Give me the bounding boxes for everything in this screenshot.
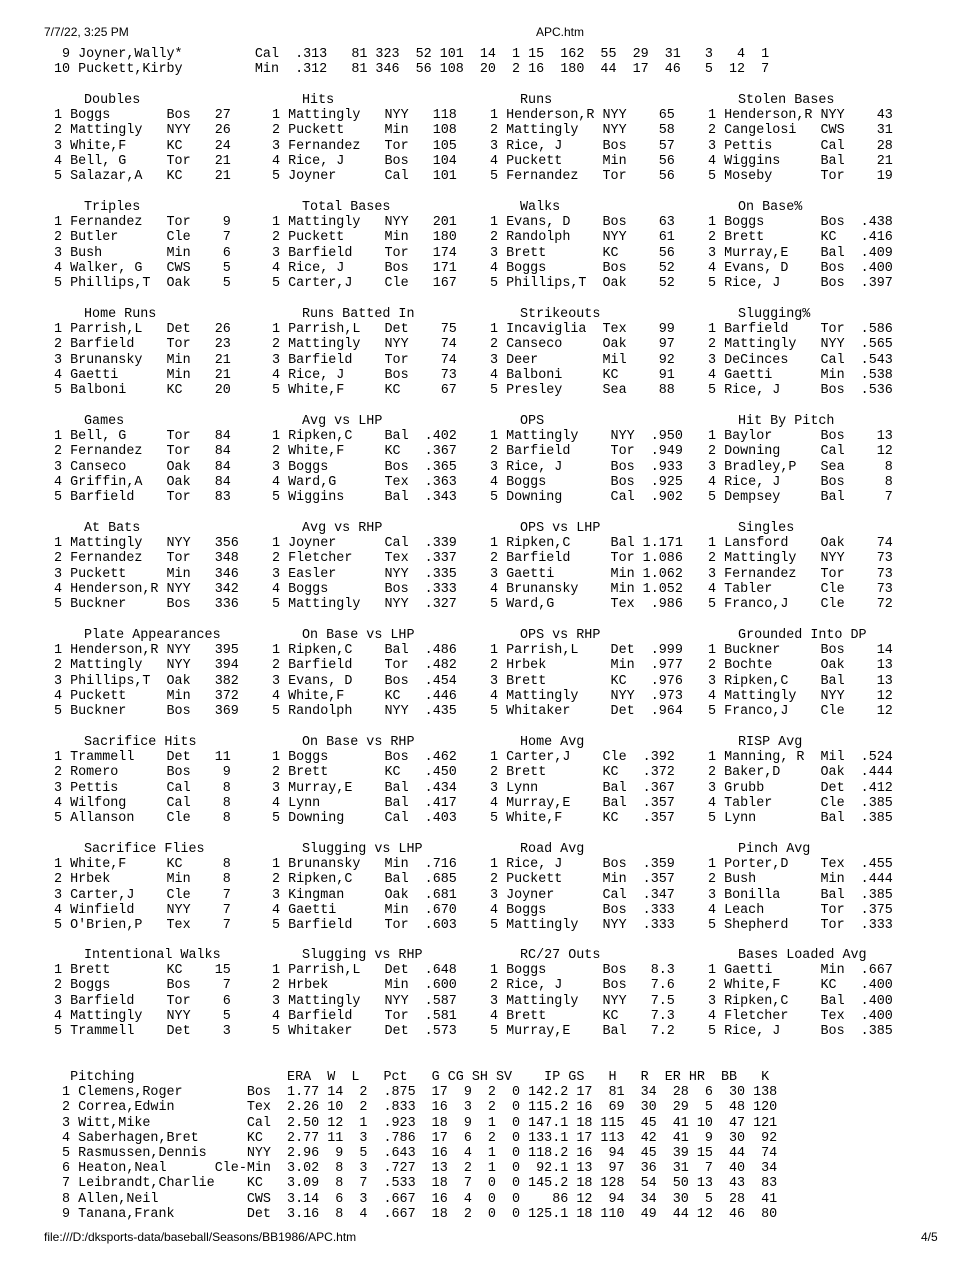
list-item: 1 Gaetti Min .667 — [708, 963, 893, 979]
category-title: OPS vs RHP — [520, 628, 601, 643]
leader-category — [708, 307, 908, 398]
batting-leaders-continued — [54, 47, 769, 77]
list-item: 1 Mattingly NYY 356 — [54, 536, 239, 552]
list-item: 1 Henderson,R NYY 65 — [490, 108, 675, 124]
list-item: 4 Rice, J Bos 171 — [272, 260, 457, 276]
list-item: 2 Barfield Tor 1.086 — [490, 551, 683, 567]
leader-category — [54, 628, 272, 719]
list-item: 3 Rice, J Bos 57 — [490, 138, 675, 154]
list-item: 4 Ward,G Tex .363 — [272, 474, 457, 490]
list-item: 3 Ripken,C Bal 13 — [708, 673, 893, 689]
leader-category — [272, 842, 490, 933]
list-item: 2 White,F KC .400 — [708, 978, 893, 994]
table-row: 3 Witt,Mike Cal 2.50 12 1 .923 18 9 1 0 147.1 18 115 45 41 10 47 121 — [54, 1115, 778, 1131]
leader-category — [490, 414, 708, 505]
leaders-band — [54, 842, 894, 933]
leaders-band — [54, 93, 894, 184]
table-row: 5 Rasmussen,Dennis NYY 2.96 9 5 .643 16 4 1 0 118.2 16 94 45 39 15 44 74 — [54, 1146, 778, 1162]
list-item: 2 Bush Min .444 — [708, 872, 893, 888]
list-item: 1 Bell, G Tor 84 — [54, 429, 231, 445]
leader-category — [708, 735, 908, 826]
list-item: 1 Parrish,L Det 75 — [272, 322, 457, 338]
category-title: Plate Appearances — [84, 628, 221, 643]
list-item: 1 Buckner Bos 14 — [708, 643, 893, 659]
list-item: 5 Carter,J Cle 167 — [272, 276, 457, 292]
list-item: 1 Carter,J Cle .392 — [490, 750, 675, 766]
table-row: 10 Puckett,Kirby Min .312 81 346 56 108 20 2 16 180 44 17 46 5 12 7 — [54, 62, 770, 78]
list-item: 1 Parrish,L Det 26 — [54, 322, 231, 338]
list-item: 3 Fernandez Tor 105 — [272, 138, 457, 154]
list-item: 5 Whitaker Det .964 — [490, 704, 683, 720]
list-item: 3 Puckett Min 346 — [54, 566, 239, 582]
leader-category — [708, 414, 908, 505]
category-title: Home Runs — [84, 307, 157, 322]
list-item: 5 Presley Sea 88 — [490, 383, 675, 399]
list-item: 2 Bochte Oak 13 — [708, 658, 893, 674]
list-item: 1 Boggs Bos 8.3 — [490, 963, 675, 979]
list-item: 2 Romero Bos 9 — [54, 765, 231, 781]
list-item: 4 Mattingly NYY 5 — [54, 1008, 231, 1024]
list-item: 5 Whitaker Det .573 — [272, 1024, 457, 1040]
list-item: 4 Evans, D Bos .400 — [708, 260, 893, 276]
list-item: 2 Barfield Tor 23 — [54, 337, 231, 353]
list-item: 2 Mattingly NYY 58 — [490, 123, 675, 139]
list-item: 1 Henderson,R NYY 395 — [54, 643, 239, 659]
list-item: 1 Boggs Bos 27 — [54, 108, 231, 124]
list-item: 3 Mattingly NYY 7.5 — [490, 993, 675, 1009]
list-item: 5 Barfield Tor .603 — [272, 918, 457, 934]
list-item: 4 Rice, J Bos 73 — [272, 367, 457, 383]
list-item: 4 Boggs Bos .333 — [272, 581, 457, 597]
list-item: 4 White,F KC .446 — [272, 688, 457, 704]
list-item: 5 Rice, J Bos .536 — [708, 383, 893, 399]
list-item: 5 Ward,G Tex .986 — [490, 597, 683, 613]
list-item: 3 Brett KC 56 — [490, 245, 675, 261]
list-item: 1 Evans, D Bos 63 — [490, 215, 675, 231]
list-item: 1 Mattingly NYY .950 — [490, 429, 683, 445]
list-item: 3 Pettis Cal 8 — [54, 780, 231, 796]
list-item: 3 Pettis Cal 28 — [708, 138, 893, 154]
category-title: RISP Avg — [738, 735, 803, 750]
list-item: 4 Winfield NYY 7 — [54, 902, 231, 918]
category-title: Runs — [520, 93, 553, 108]
category-title: Triples — [84, 200, 141, 215]
leader-category — [54, 521, 272, 612]
list-item: 4 Rice, J Bos 104 — [272, 153, 457, 169]
file-path: file:///D:/dksports-data/baseball/Seasons/BB1986/APC.htm — [44, 1230, 357, 1244]
list-item: 3 Kingman Oak .681 — [272, 887, 457, 903]
leader-category — [272, 628, 490, 719]
list-item: 4 Gaetti Min .670 — [272, 902, 457, 918]
list-item: 2 Brett KC .372 — [490, 765, 675, 781]
list-item: 1 Baylor Bos 13 — [708, 429, 893, 445]
list-item: 4 Walker, G CWS 5 — [54, 260, 231, 276]
category-title: Strikeouts — [520, 307, 601, 322]
category-title: Hits — [302, 93, 335, 108]
list-item: 5 Mattingly NYY .327 — [272, 597, 457, 613]
list-item: 5 Balboni KC 20 — [54, 383, 231, 399]
list-item: 5 Franco,J Cle 12 — [708, 704, 893, 720]
page-title: APC.htm — [536, 25, 585, 39]
category-title: Avg vs LHP — [302, 414, 383, 429]
category-title: Sacrifice Flies — [84, 842, 205, 857]
list-item: 3 Joyner Cal .347 — [490, 887, 675, 903]
leader-category — [272, 521, 490, 612]
list-item: 5 Fernandez Tor 56 — [490, 169, 675, 185]
list-item: 1 Boggs Bos .462 — [272, 750, 457, 766]
list-item: 3 Lynn Bal .367 — [490, 780, 675, 796]
leader-category — [272, 735, 490, 826]
category-title: OPS — [520, 414, 545, 429]
list-item: 3 Mattingly NYY .587 — [272, 993, 457, 1009]
category-title: At Bats — [84, 521, 141, 536]
list-item: 5 Allanson Cle 8 — [54, 811, 231, 827]
page-number: 4/5 — [921, 1230, 938, 1244]
list-item: 4 Puckett Min 56 — [490, 153, 675, 169]
list-item: 1 Mattingly NYY 118 — [272, 108, 457, 124]
leaders-band — [54, 628, 894, 719]
list-item: 5 Downing Cal .403 — [272, 811, 457, 827]
leader-category — [708, 521, 908, 612]
table-row: 8 Allen,Neil CWS 3.14 6 3 .667 16 4 0 0 86 12 94 34 30 5 28 41 — [54, 1191, 778, 1207]
category-title: Stolen Bases — [738, 93, 835, 108]
list-item: 2 Randolph NYY 61 — [490, 230, 675, 246]
list-item: 2 Fernandez Tor 84 — [54, 444, 231, 460]
table-row: 2 Correa,Edwin Tex 2.26 10 2 .833 16 3 2 0 115.2 16 69 30 29 5 48 120 — [54, 1100, 778, 1116]
leader-category — [490, 948, 708, 1039]
list-item: 4 Gaetti Min 21 — [54, 367, 231, 383]
list-item: 3 Grubb Det .412 — [708, 780, 893, 796]
leader-category — [708, 628, 908, 719]
leader-category — [490, 200, 708, 291]
list-item: 4 Griffin,A Oak 84 — [54, 474, 231, 490]
list-item: 2 Hrbek Min .977 — [490, 658, 683, 674]
list-item: 5 Downing Cal .902 — [490, 490, 683, 506]
list-item: 5 Franco,J Cle 72 — [708, 597, 893, 613]
list-item: 1 Porter,D Tex .455 — [708, 857, 893, 873]
list-item: 1 Brett KC 15 — [54, 963, 231, 979]
list-item: 3 White,F KC 24 — [54, 138, 231, 154]
list-item: 3 Rice, J Bos .933 — [490, 459, 683, 475]
list-item: 2 Fletcher Tex .337 — [272, 551, 457, 567]
leaders-band — [54, 200, 894, 291]
list-item: 5 Buckner Bos 369 — [54, 704, 239, 720]
list-item: 3 Murray,E Bal .434 — [272, 780, 457, 796]
list-item: 5 Mattingly NYY .333 — [490, 918, 675, 934]
list-item: 4 Boggs Bos 52 — [490, 260, 675, 276]
list-item: 1 Ripken,C Bal .402 — [272, 429, 457, 445]
list-item: 5 Phillips,T Oak 5 — [54, 276, 231, 292]
leader-category — [490, 307, 708, 398]
list-item: 4 Brett KC 7.3 — [490, 1008, 675, 1024]
leader-category — [54, 414, 272, 505]
list-item: 4 Lynn Bal .417 — [272, 795, 457, 811]
category-title: Bases Loaded Avg — [738, 948, 867, 963]
list-item: 2 Brett KC .416 — [708, 230, 893, 246]
list-item: 4 Leach Tor .375 — [708, 902, 893, 918]
list-item: 5 Wiggins Bal .343 — [272, 490, 457, 506]
list-item: 5 Joyner Cal 101 — [272, 169, 457, 185]
list-item: 5 Salazar,A KC 21 — [54, 169, 231, 185]
list-item: 2 Hrbek Min 8 — [54, 872, 231, 888]
list-item: 5 Rice, J Bos .385 — [708, 1024, 893, 1040]
list-item: 2 Ripken,C Bal .685 — [272, 872, 457, 888]
category-title: Runs Batted In — [302, 307, 415, 322]
list-item: 5 Dempsey Bal 7 — [708, 490, 893, 506]
category-title: Doubles — [84, 93, 141, 108]
list-item: 5 Trammell Det 3 — [54, 1024, 231, 1040]
category-title: Grounded Into DP — [738, 628, 867, 643]
list-item: 5 White,F KC .357 — [490, 811, 675, 827]
list-item: 4 Boggs Bos .333 — [490, 902, 675, 918]
list-item: 2 Mattingly NYY 73 — [708, 551, 893, 567]
list-item: 3 Evans, D Bos .454 — [272, 673, 457, 689]
list-item: 2 Barfield Tor .949 — [490, 444, 683, 460]
list-item: 2 Butler Cle 7 — [54, 230, 231, 246]
list-item: 2 Baker,D Oak .444 — [708, 765, 893, 781]
pitching-table — [54, 1070, 777, 1222]
list-item: 5 Randolph NYY .435 — [272, 704, 457, 720]
category-title: On Base% — [738, 200, 803, 215]
list-item: 1 Incaviglia Tex 99 — [490, 322, 675, 338]
leader-category — [490, 842, 708, 933]
category-title: Singles — [738, 521, 795, 536]
category-title: On Base vs LHP — [302, 628, 415, 643]
list-item: 4 Puckett Min 372 — [54, 688, 239, 704]
list-item: 2 Puckett Min .357 — [490, 872, 675, 888]
category-title: Road Avg — [520, 842, 585, 857]
category-title: Slugging vs LHP — [302, 842, 423, 857]
list-item: 3 Ripken,C Bal .400 — [708, 993, 893, 1009]
leader-category — [708, 200, 908, 291]
list-item: 3 Carter,J Cle 7 — [54, 887, 231, 903]
list-item: 1 Ripken,C Bal .486 — [272, 643, 457, 659]
list-item: 4 Gaetti Min .538 — [708, 367, 893, 383]
list-item: 5 Lynn Bal .385 — [708, 811, 893, 827]
list-item: 4 Tabler Cle 73 — [708, 581, 893, 597]
category-title: RC/27 Outs — [520, 948, 601, 963]
list-item: 2 Hrbek Min .600 — [272, 978, 457, 994]
table-row: 9 Joyner,Wally* Cal .313 81 323 52 101 14 1 15 162 55 29 31 3 4 1 — [54, 47, 770, 62]
list-item: 2 Canseco Oak 97 — [490, 337, 675, 353]
list-item: 4 Mattingly NYY 12 — [708, 688, 893, 704]
list-item: 3 Bradley,P Sea 8 — [708, 459, 893, 475]
table-row: 1 Clemens,Roger Bos 1.77 14 2 .875 17 9 2 0 142.2 17 81 34 28 6 30 138 — [54, 1085, 778, 1101]
list-item: 1 Ripken,C Bal 1.171 — [490, 536, 683, 552]
table-row: 7 Leibrandt,Charlie KC 3.09 8 7 .533 18 7 0 0 145.2 18 128 54 50 13 43 83 — [54, 1176, 778, 1192]
category-title: Hit By Pitch — [738, 414, 835, 429]
category-title: Slugging% — [738, 307, 811, 322]
list-item: 5 White,F KC 67 — [272, 383, 457, 399]
pitching-header: Pitching ERA W L Pct G CG SH SV IP GS H R ER HR BB K — [54, 1070, 770, 1085]
list-item: 2 Puckett Min 180 — [272, 230, 457, 246]
list-item: 2 Mattingly NYY .565 — [708, 337, 893, 353]
category-title: Total Bases — [302, 200, 391, 215]
list-item: 3 DeCinces Cal .543 — [708, 352, 893, 368]
table-row: 6 Heaton,Neal Cle-Min 3.02 8 3 .727 13 2 1 0 92.1 13 97 36 31 7 40 34 — [54, 1161, 778, 1177]
list-item: 3 Easler NYY .335 — [272, 566, 457, 582]
list-item: 1 Lansford Oak 74 — [708, 536, 893, 552]
leader-category — [708, 842, 908, 933]
list-item: 4 Murray,E Bal .357 — [490, 795, 675, 811]
list-item: 4 Rice, J Bos 8 — [708, 474, 893, 490]
list-item: 1 Boggs Bos .438 — [708, 215, 893, 231]
list-item: 4 Brunansky Min 1.052 — [490, 581, 683, 597]
list-item: 3 Bush Min 6 — [54, 245, 231, 261]
list-item: 5 Barfield Tor 83 — [54, 490, 231, 506]
list-item: 3 Barfield Tor 74 — [272, 352, 457, 368]
list-item: 3 Canseco Oak 84 — [54, 459, 231, 475]
list-item: 1 White,F KC 8 — [54, 857, 231, 873]
category-title: OPS vs LHP — [520, 521, 601, 536]
category-title: Slugging vs RHP — [302, 948, 423, 963]
leaders-band — [54, 307, 894, 398]
leader-category — [490, 521, 708, 612]
leader-category — [54, 735, 272, 826]
list-item: 4 Wilfong Cal 8 — [54, 795, 231, 811]
list-item: 5 Phillips,T Oak 52 — [490, 276, 675, 292]
list-item: 1 Barfield Tor .586 — [708, 322, 893, 338]
leaders-band — [54, 948, 894, 1039]
list-item: 1 Henderson,R NYY 43 — [708, 108, 893, 124]
leader-category — [708, 93, 908, 184]
list-item: 4 Balboni KC 91 — [490, 367, 675, 383]
list-item: 1 Parrish,L Det .999 — [490, 643, 683, 659]
list-item: 5 Murray,E Bal 7.2 — [490, 1024, 675, 1040]
list-item: 4 Wiggins Bal 21 — [708, 153, 893, 169]
leader-category — [272, 307, 490, 398]
list-item: 2 Rice, J Bos 7.6 — [490, 978, 675, 994]
leader-category — [272, 414, 490, 505]
category-title: Pinch Avg — [738, 842, 811, 857]
leader-category — [272, 93, 490, 184]
list-item: 1 Fernandez Tor 9 — [54, 215, 231, 231]
category-title: On Base vs RHP — [302, 735, 415, 750]
list-item: 4 Bell, G Tor 21 — [54, 153, 231, 169]
list-item: 1 Joyner Cal .339 — [272, 536, 457, 552]
list-item: 2 Downing Cal 12 — [708, 444, 893, 460]
leaders-band — [54, 521, 894, 612]
list-item: 4 Henderson,R NYY 342 — [54, 581, 239, 597]
list-item: 1 Parrish,L Det .648 — [272, 963, 457, 979]
list-item: 2 Mattingly NYY 74 — [272, 337, 457, 353]
list-item: 3 Boggs Bos .365 — [272, 459, 457, 475]
list-item: 2 Mattingly NYY 26 — [54, 123, 231, 139]
list-item: 1 Trammell Det 11 — [54, 750, 231, 766]
list-item: 5 Rice, J Bos .397 — [708, 276, 893, 292]
category-title: Sacrifice Hits — [84, 735, 197, 750]
leader-category — [54, 93, 272, 184]
list-item: 3 Barfield Tor 174 — [272, 245, 457, 261]
list-item: 4 Mattingly NYY .973 — [490, 688, 683, 704]
list-item: 5 O'Brien,P Tex 7 — [54, 918, 231, 934]
leader-category — [490, 735, 708, 826]
list-item: 2 Boggs Bos 7 — [54, 978, 231, 994]
list-item: 2 Barfield Tor .482 — [272, 658, 457, 674]
table-row: 9 Tanana,Frank Det 3.16 8 4 .667 18 2 0 0 125.1 18 110 49 44 12 46 80 — [54, 1206, 778, 1222]
list-item: 1 Brunansky Min .716 — [272, 857, 457, 873]
list-item: 3 Gaetti Min 1.062 — [490, 566, 683, 582]
print-datetime: 7/7/22, 3:25 PM — [44, 25, 129, 39]
list-item: 2 Fernandez Tor 348 — [54, 551, 239, 567]
list-item: 3 Fernandez Tor 73 — [708, 566, 893, 582]
table-row: 4 Saberhagen,Bret KC 2.77 11 3 .786 17 6 2 0 133.1 17 113 42 41 9 30 92 — [54, 1130, 778, 1146]
list-item: 2 Brett KC .450 — [272, 765, 457, 781]
list-item: 3 Deer Mil 92 — [490, 352, 675, 368]
list-item: 4 Boggs Bos .925 — [490, 474, 683, 490]
category-title: Walks — [520, 200, 561, 215]
list-item: 4 Barfield Tor .581 — [272, 1008, 457, 1024]
leader-category — [54, 948, 272, 1039]
list-item: 2 Cangelosi CWS 31 — [708, 123, 893, 139]
leader-category — [54, 307, 272, 398]
list-item: 4 Fletcher Tex .400 — [708, 1008, 893, 1024]
list-item: 3 Bonilla Bal .385 — [708, 887, 893, 903]
list-item: 2 Puckett Min 108 — [272, 123, 457, 139]
list-item: 5 Shepherd Tor .333 — [708, 918, 893, 934]
list-item: 3 Murray,E Bal .409 — [708, 245, 893, 261]
category-title: Avg vs RHP — [302, 521, 383, 536]
list-item: 1 Rice, J Bos .359 — [490, 857, 675, 873]
leader-category — [490, 93, 708, 184]
list-item: 2 White,F KC .367 — [272, 444, 457, 460]
list-item: 3 Phillips,T Oak 382 — [54, 673, 239, 689]
category-title: Intentional Walks — [84, 948, 221, 963]
leader-category — [272, 200, 490, 291]
list-item: 3 Brunansky Min 21 — [54, 352, 231, 368]
list-item: 3 Brett KC .976 — [490, 673, 683, 689]
list-item: 5 Moseby Tor 19 — [708, 169, 893, 185]
list-item: 3 Barfield Tor 6 — [54, 993, 231, 1009]
category-title: Games — [84, 414, 125, 429]
list-item: 2 Mattingly NYY 394 — [54, 658, 239, 674]
leader-category — [708, 948, 908, 1039]
leaders-band — [54, 735, 894, 826]
list-item: 1 Manning, R Mil .524 — [708, 750, 893, 766]
leaders-band — [54, 414, 894, 505]
list-item: 1 Mattingly NYY 201 — [272, 215, 457, 231]
category-title: Home Avg — [520, 735, 585, 750]
leader-category — [490, 628, 708, 719]
list-item: 5 Buckner Bos 336 — [54, 597, 239, 613]
leader-category — [272, 948, 490, 1039]
list-item: 4 Tabler Cle .385 — [708, 795, 893, 811]
leader-category — [54, 200, 272, 291]
leader-category — [54, 842, 272, 933]
